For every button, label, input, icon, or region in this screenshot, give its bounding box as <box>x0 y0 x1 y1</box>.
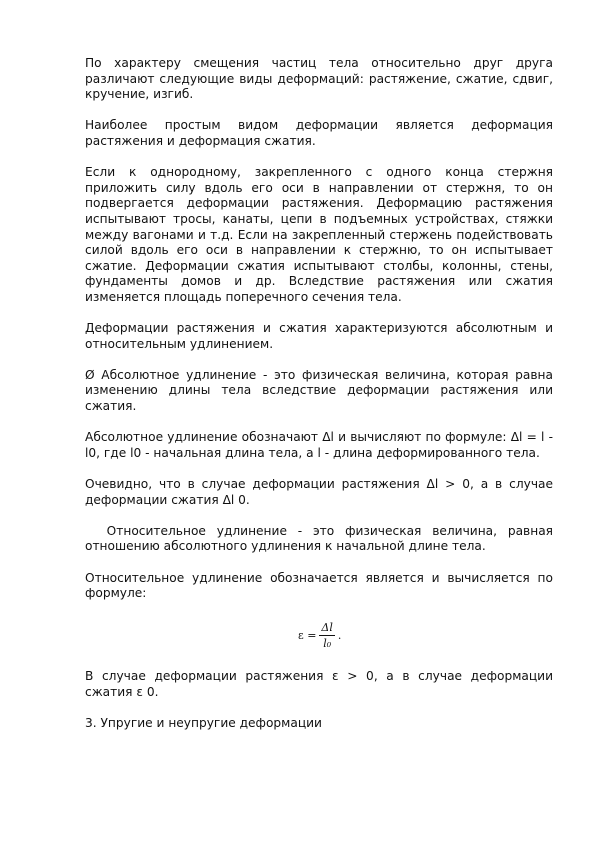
formula-end: . <box>337 628 342 642</box>
formula-expression <box>298 619 341 651</box>
paragraph-deformation-types: По характеру смещения частиц тела относительно друг друга различают следующие виды деформаций: растяжение, сжатие, сдвиг, кручение, изгиб. <box>85 56 553 102</box>
paragraph-absolute-elongation-definition: Ø Абсолютное удлинение - это физическая величина, которая равна изменению длины тела вследствие деформации растяжения или сжатия. <box>85 367 553 414</box>
relative-elongation-formula <box>85 617 553 653</box>
paragraph-sign-of-relative-elongation: В случае деформации растяжения ε > 0, а в случае деформации сжатия ε 0. <box>85 668 553 699</box>
formula-denominator: l₀ <box>323 636 332 650</box>
paragraph-simplest-deformation: Наиболее простым видом деформации является деформация растяжения и деформация сжатия. <box>85 118 553 148</box>
paragraph-elongation-characteristics: Деформации растяжения и сжатия характеризуются абсолютным и относительным удлинением. <box>85 321 553 351</box>
formula-lhs: ε = <box>298 628 317 642</box>
formula-numerator: Δl <box>321 620 333 634</box>
formula-fraction <box>319 621 334 650</box>
paragraph-relative-elongation-definition: Относительное удлинение - это физическая величина, равная отношению абсолютного удлинения к начальной длине тела. <box>85 523 557 554</box>
paragraph-sign-of-elongation: Очевидно, что в случае деформации растяжения Δl > 0, а в случае деформации сжатия Δl 0. <box>85 477 553 507</box>
paragraph-relative-elongation-notation: Относительное удлинение обозначается является и вычисляется по формуле: <box>85 570 553 601</box>
section-heading: 3. Упругие и неупругие деформации <box>85 715 322 730</box>
paragraph-rod-example: Если к однородному, закрепленного с одного конца стержня приложить силу вдоль его оси в направлении от стержня, то он подвергается деформации растяжения. Деформацию растяжения испытывают тросы, канаты, цепи в подъемных устройствах, стяжки между вагонами и т.д. Если на закрепленный стержень подействовать силой вдоль его оси в направлении к стержню, то он испытывает сжатие. Деформации сжатия испытывают столбы, колонны, стены, фундаменты домов и др. Вследствие растяжения или сжатия изменяется площадь поперечного сечения тела. <box>85 165 553 304</box>
document-body <box>85 56 557 747</box>
paragraph-absolute-elongation-formula: Абсолютное удлинение обозначают Δl и вычисляют по формуле: Δl = l - l0, где l0 - начальная длина тела, а l - длина деформированного тела. <box>85 430 553 460</box>
